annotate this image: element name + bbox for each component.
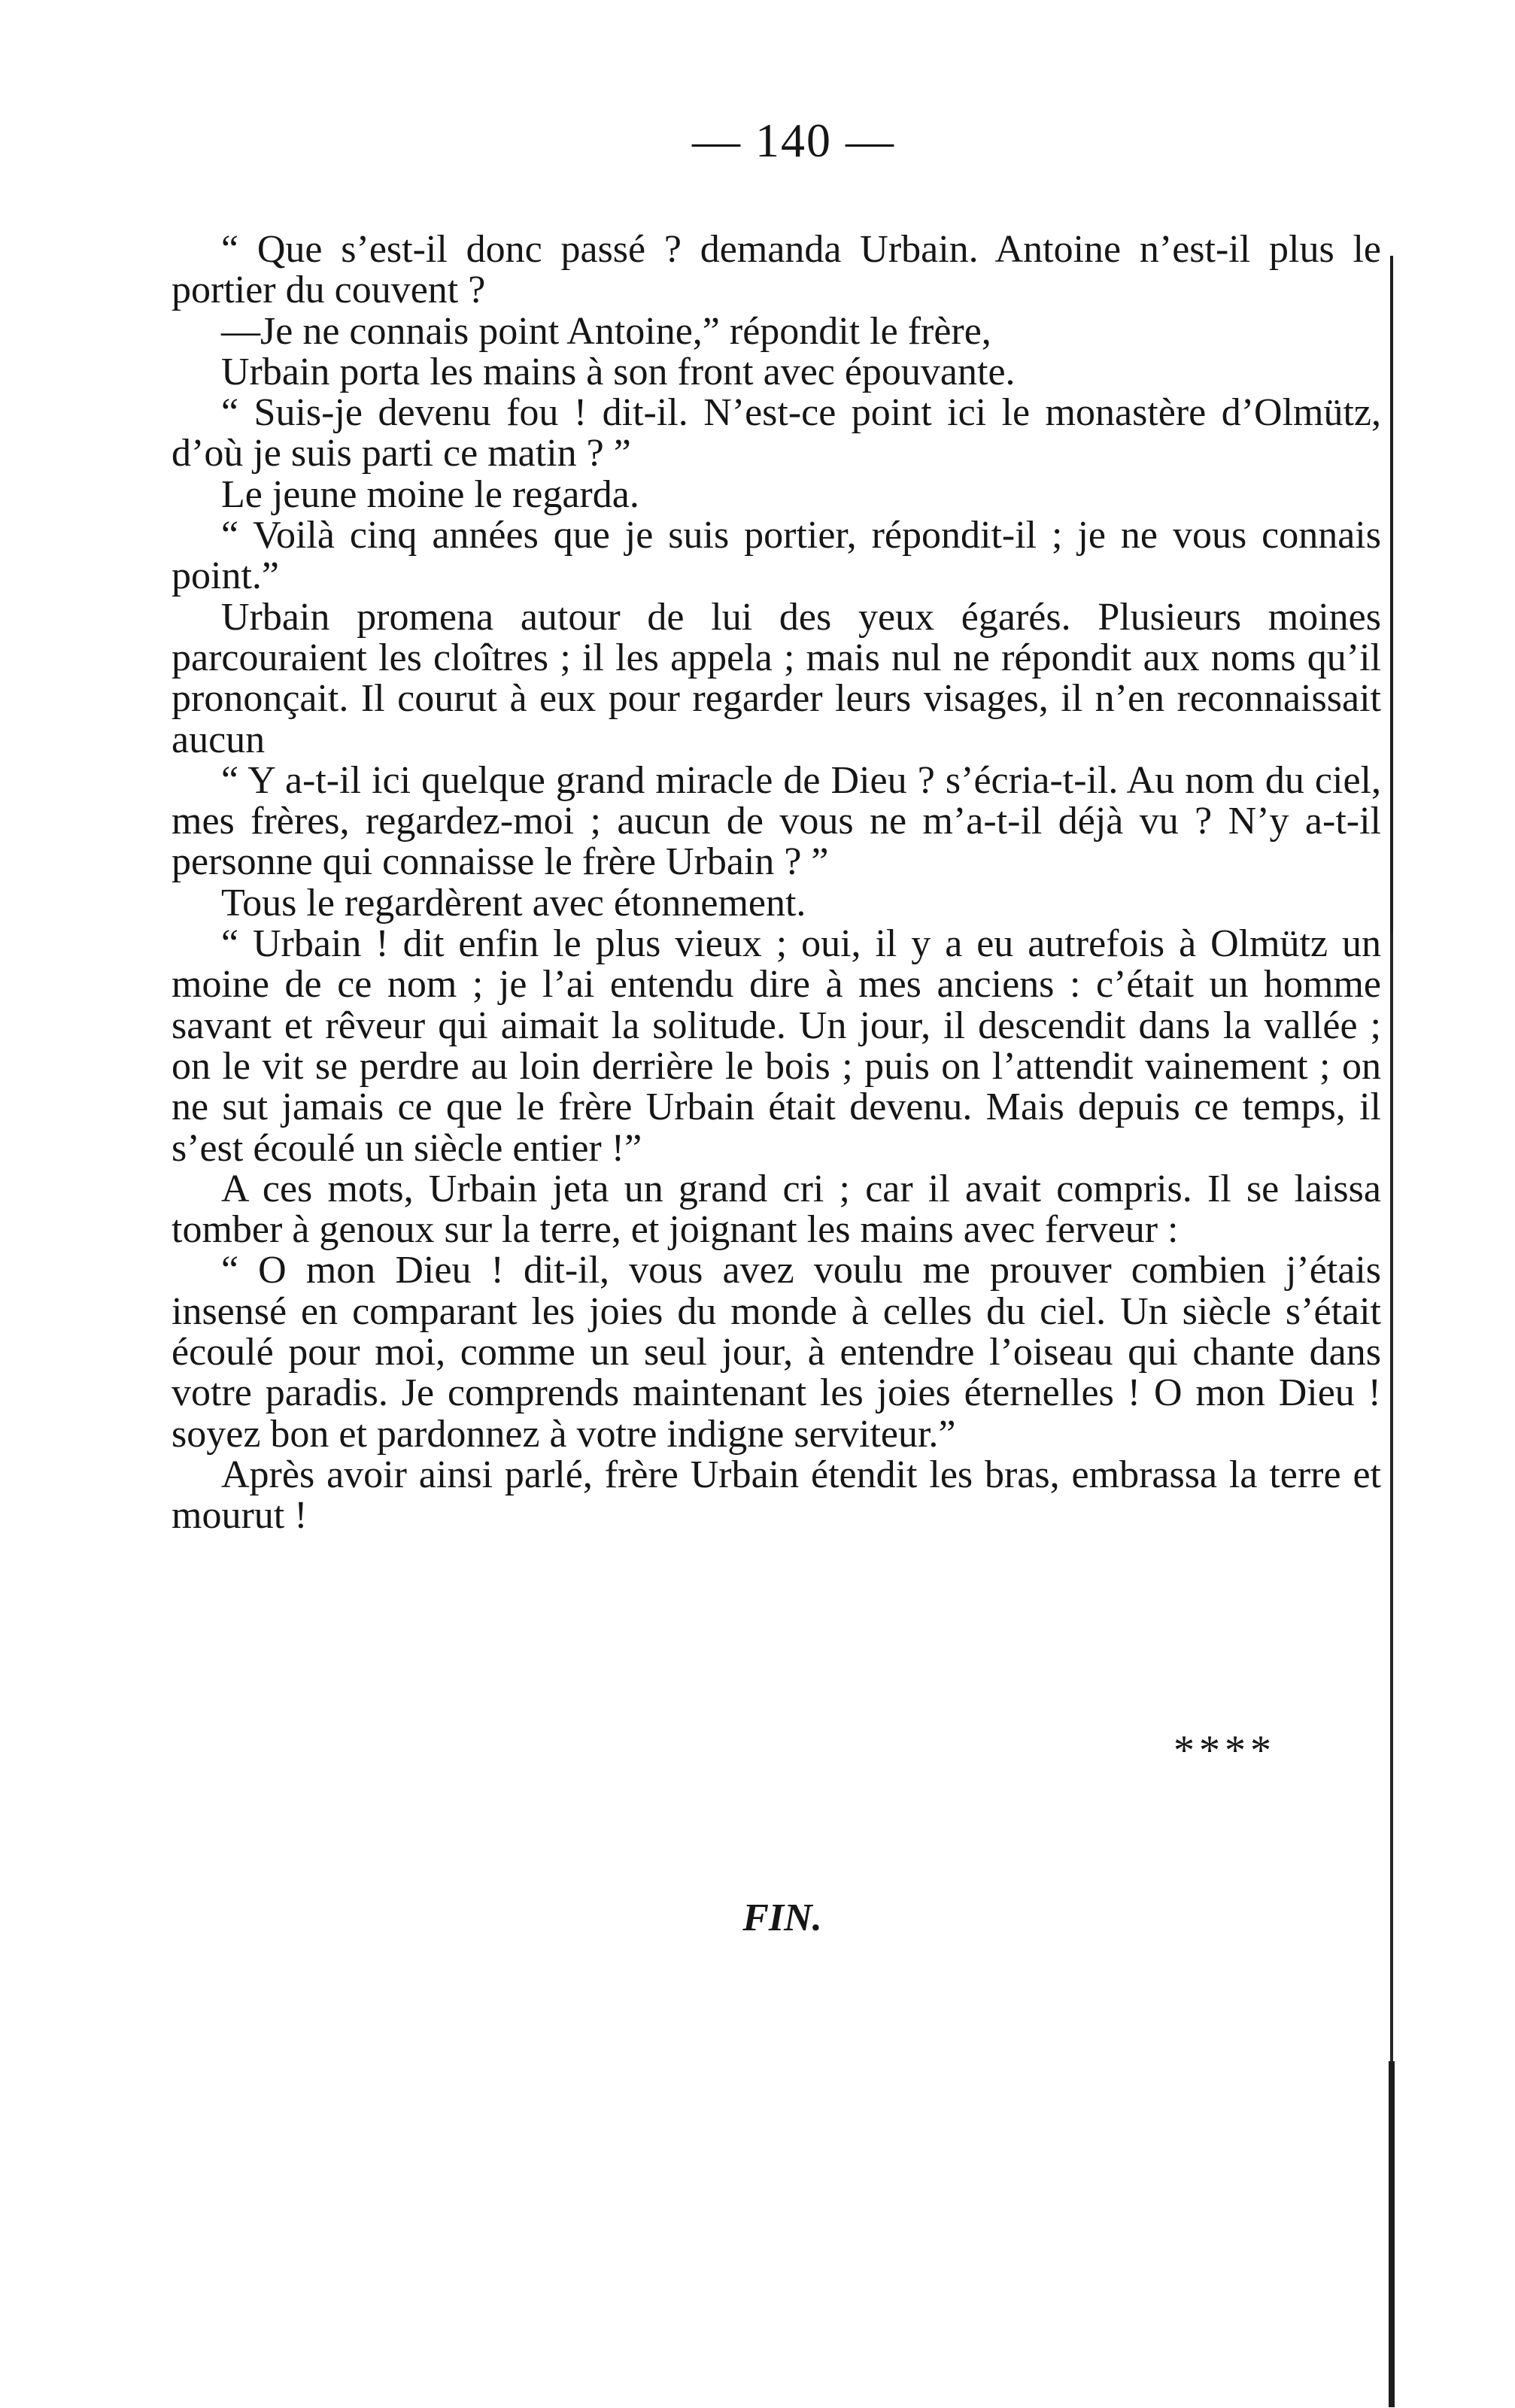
page-edge-shadow — [1390, 933, 1393, 2061]
paragraph: “ O mon Dieu ! dit-il, vous avez voulu me prouver combien j’étais insensé en comparant les joies du monde à celles du ciel. Un siècle s’était écoulé pour moi, comme un seul jour, à entendre l’oiseau qui chante dans votre paradis. Je comprends maintenant les joies éternelles ! O mon Dieu ! soyez bon et pardonnez à votre indigne serviteur.” — [172, 1249, 1381, 1456]
section-ornament: **** — [1173, 1727, 1276, 1774]
paragraph: “ Suis-je devenu fou ! dit-il. N’est-ce point ici le monastère d’Olmütz, d’où je suis parti ce matin ? ” — [172, 391, 1381, 475]
body-text — [172, 229, 1381, 1537]
paragraph: Le jeune moine le regarda. — [221, 472, 639, 516]
paragraph: “ Que s’est-il donc passé ? demanda Urbain. Antoine n’est-il plus le portier du couvent ? — [172, 228, 1381, 312]
paragraph: Après avoir ainsi parlé, frère Urbain étendit les bras, embrassa la terre et mourut ! — [172, 1453, 1381, 1538]
paragraph: “ Voilà cinq années que je suis portier, répondit-il ; je ne vous connais point.” — [172, 514, 1381, 598]
page-number: — 140 — — [692, 114, 895, 167]
paragraph: Tous le regardèrent avec étonnement. — [221, 881, 806, 925]
page-edge-shadow — [1389, 2061, 1395, 2407]
end-mark: FIN. — [742, 1896, 822, 1939]
paragraph: —Je ne connais point Antoine,” répondit le frère, — [221, 309, 991, 353]
paragraph: “ Urbain ! dit enfin le plus vieux ; oui, il y a eu autrefois à Olmütz un moine de ce nom ; je l’ai entendu dire à mes anciens : c’était un homme savant et rêveur qui aimait la solitude. Un jour, il descendit dans la vallée ; on le vit se perdre au loin derrière le bois ; puis on l’attendit vainement ; on ne sut jamais ce que le frère Urbain était devenu. Mais depuis ce temps, il s’est écoulé un siècle entier !” — [172, 922, 1381, 1170]
paragraph: A ces mots, Urbain jeta un grand cri ; car il avait compris. Il se laissa tomber à genoux sur la terre, et joignant les mains avec ferveur : — [172, 1167, 1381, 1252]
page-edge-shadow — [1390, 256, 1393, 933]
paragraph: Urbain promena autour de lui des yeux égarés. Plusieurs moines parcouraient les cloîtres ; il les appela ; mais nul ne répondit aux noms qu’il prononçait. Il courut à eux pour regarder leurs visages, il n’en reconnaissait aucun — [172, 595, 1381, 761]
paragraph: Urbain porta les mains à son front avec épouvante. — [221, 350, 1016, 393]
paragraph: “ Y a-t-il ici quelque grand miracle de Dieu ? s’écria-t-il. Au nom du ciel, mes frères, regardez-moi ; aucun de vous ne m’a-t-il déjà vu ? N’y a-t-il personne qui connaisse le frère Urbain ? ” — [172, 758, 1381, 884]
